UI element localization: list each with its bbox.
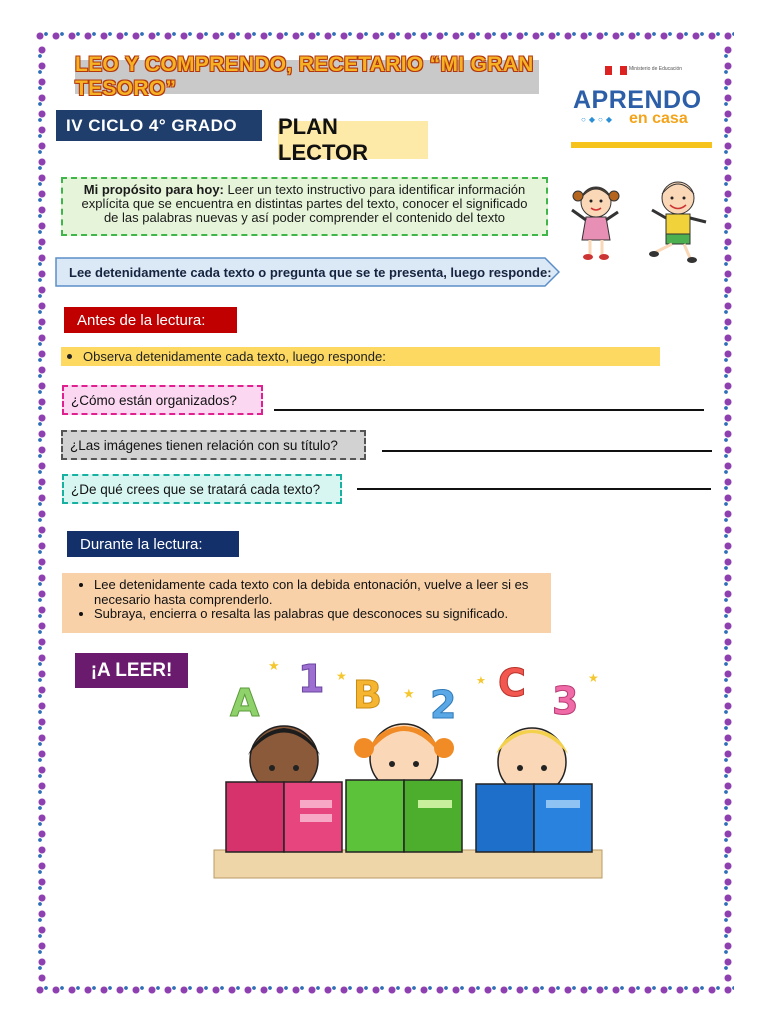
observe-instruction bbox=[61, 347, 660, 366]
purpose-label: Mi propósito para hoy: bbox=[83, 182, 224, 197]
decorative-border-bottom bbox=[34, 982, 734, 998]
plan-lector-heading: PLAN LECTOR bbox=[278, 121, 428, 159]
purpose-text: Leer un texto instructivo para identificar información explícita que se encuentra en distintas partes del texto, conocer el significado de las palabras nuevas y así poder comprender el contenido del texto bbox=[81, 182, 528, 225]
number-1: 1 bbox=[298, 657, 325, 701]
question-organization: ¿Cómo están organizados? bbox=[62, 385, 263, 415]
before-reading-label: Antes de la lectura: bbox=[64, 307, 237, 333]
list-item: • Lee detenidamente cada texto con la debida entonación, vuelve a leer si es necesario hasta comprenderlo. bbox=[94, 578, 539, 607]
bullet-icon bbox=[67, 354, 72, 359]
aprendo-en-casa-logo bbox=[571, 60, 712, 148]
star-icon: ★ bbox=[476, 675, 486, 687]
page-title: LEO Y COMPRENDO, RECETARIO “MI GRAN TESORO” bbox=[75, 60, 539, 94]
table bbox=[214, 850, 602, 878]
star-icon: ★ bbox=[588, 671, 599, 685]
number-2: 2 bbox=[430, 683, 457, 727]
star-icon: ★ bbox=[336, 669, 347, 683]
during-reading-label: Durante la lectura: bbox=[67, 531, 239, 557]
letter-a: A bbox=[230, 681, 260, 725]
logo-main-text: APRENDO bbox=[573, 86, 702, 114]
during-reading-box bbox=[62, 573, 551, 633]
number-3: 3 bbox=[552, 679, 579, 723]
instruction-text: Lee detenidamente cada texto o pregunta que se te presenta, luego responde: bbox=[69, 264, 552, 280]
decorative-border-top bbox=[34, 28, 734, 44]
answer-line[interactable] bbox=[357, 488, 711, 490]
star-icon: ★ bbox=[268, 658, 280, 673]
peru-flag-white-band bbox=[612, 66, 620, 75]
question-images-title: ¿Las imágenes tienen relación con su título? bbox=[61, 430, 366, 460]
grade-banner: IV CICLO 4° GRADO bbox=[56, 110, 262, 141]
logo-sub-text: en casa bbox=[629, 110, 688, 127]
answer-line[interactable] bbox=[382, 450, 712, 452]
decorative-border-right bbox=[720, 44, 736, 982]
answer-line[interactable] bbox=[274, 409, 704, 411]
list-item: • Subraya, encierra o resalta las palabras que desconoces su significado. bbox=[94, 607, 539, 622]
a-leer-banner: ¡A LEER! bbox=[75, 653, 188, 688]
observe-text: Observa detenidamente cada texto, luego responde: bbox=[83, 349, 386, 364]
children-reading-illustration bbox=[208, 650, 618, 880]
happy-kids-illustration bbox=[566, 170, 714, 265]
letter-b: B bbox=[353, 673, 382, 717]
star-icon: ★ bbox=[403, 686, 415, 701]
decorative-border-left bbox=[34, 44, 50, 982]
question-text-topic: ¿De qué crees que se tratará cada texto? bbox=[62, 474, 342, 504]
during-reading-list bbox=[76, 578, 539, 622]
logo-ministry: Ministerio de Educación bbox=[629, 66, 683, 72]
letter-c: C bbox=[498, 661, 526, 705]
purpose-box bbox=[61, 177, 548, 236]
logo-dots-icon: ○◆○◆ bbox=[581, 115, 615, 124]
instruction-arrow bbox=[55, 257, 560, 287]
